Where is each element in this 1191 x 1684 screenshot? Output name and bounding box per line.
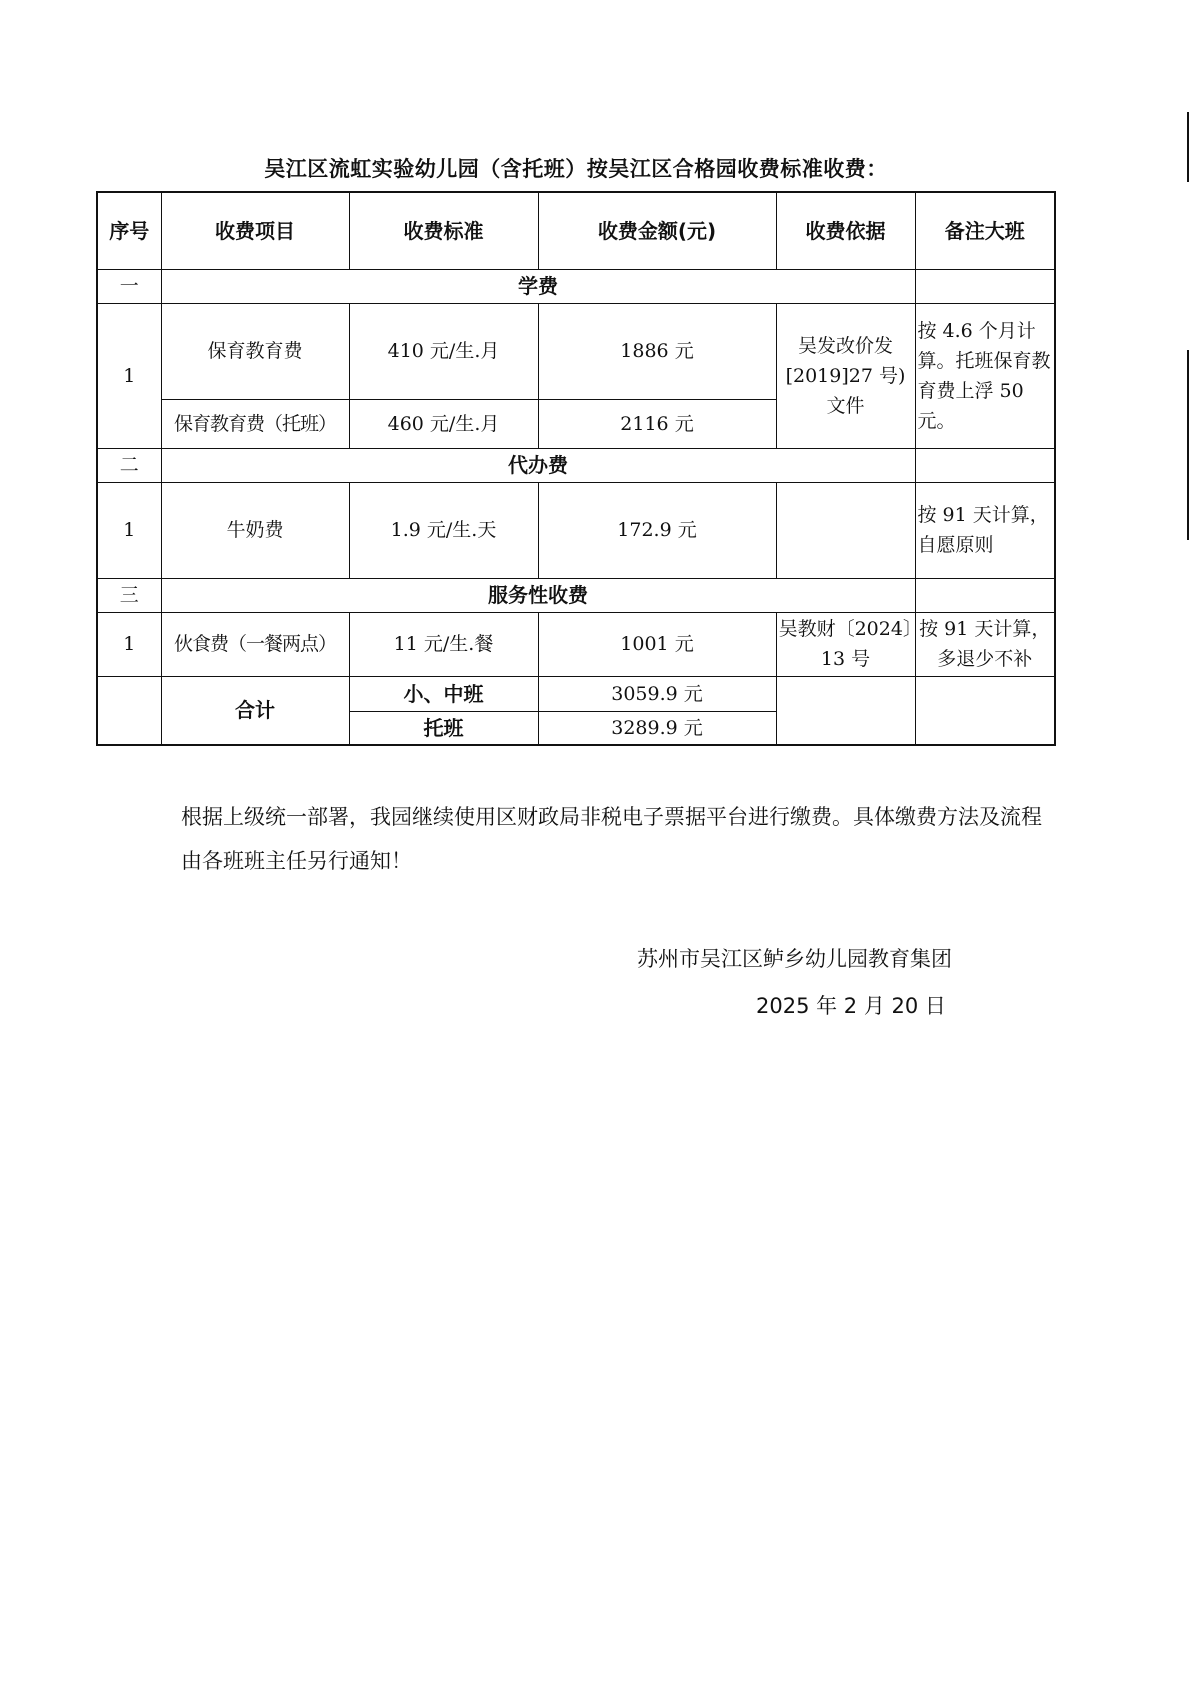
signature-org: 苏州市吴江区鲈乡幼儿园教育集团 xyxy=(637,947,952,971)
row-item: 保育教育费 xyxy=(161,303,349,399)
header-cell-item: 收费项目 xyxy=(161,192,349,269)
row-basis: 吴教财〔2024〕13 号 xyxy=(776,612,915,676)
header-cell-no: 序号 xyxy=(97,192,161,269)
row-item: 伙食费（一餐两点） xyxy=(161,612,349,676)
header-cell-amount: 收费金额(元) xyxy=(538,192,776,269)
section-no: 三 xyxy=(97,578,161,612)
payment-notice: 根据上级统一部署，我园继续使用区财政局非税电子票据平台进行缴费。具体缴费方法及流程由各班班主任另行通知！ xyxy=(181,805,1042,873)
row-standard: 460 元/生.月 xyxy=(349,399,538,448)
section-row-agency xyxy=(97,448,1055,482)
row-standard: 11 元/生.餐 xyxy=(349,612,538,676)
total-amount: 3289.9 元 xyxy=(538,711,776,745)
signature-date: 2025 年 2 月 20 日 xyxy=(756,994,946,1018)
section-row-tuition xyxy=(97,269,1055,303)
header-row xyxy=(97,192,1055,269)
row-basis: 吴发改价发[2019]27 号)文件 xyxy=(776,303,915,448)
total-amount: 3059.9 元 xyxy=(538,676,776,711)
total-label: 合计 xyxy=(161,676,349,745)
row-note: 按 91 天计算，自愿原则 xyxy=(915,482,1055,578)
section-no: 一 xyxy=(97,269,161,303)
header-cell-basis: 收费依据 xyxy=(776,192,915,269)
margin-mark-top xyxy=(1187,112,1189,182)
row-standard: 410 元/生.月 xyxy=(349,303,538,399)
table-row xyxy=(97,482,1055,578)
row-note: 按 4.6 个月计算。托班保育教育费上浮 50 元。 xyxy=(915,303,1055,448)
margin-mark-middle xyxy=(1187,350,1189,540)
total-empty-no xyxy=(97,676,161,745)
header-cell-standard: 收费标准 xyxy=(349,192,538,269)
section-title: 服务性收费 xyxy=(161,578,915,612)
total-row xyxy=(97,676,1055,711)
row-note: 按 91 天计算，多退少不补 xyxy=(915,612,1055,676)
page-title: 吴江区流虹实验幼儿园（含托班）按吴江区合格园收费标准收费： xyxy=(264,157,888,181)
row-item: 牛奶费 xyxy=(161,482,349,578)
row-no: 1 xyxy=(97,612,161,676)
row-amount: 1001 元 xyxy=(538,612,776,676)
row-amount: 172.9 元 xyxy=(538,482,776,578)
row-item: 保育教育费（托班） xyxy=(161,399,349,448)
total-empty-basis xyxy=(776,676,915,745)
row-no: 1 xyxy=(97,482,161,578)
section-empty xyxy=(915,578,1055,612)
section-title: 代办费 xyxy=(161,448,915,482)
row-basis xyxy=(776,482,915,578)
total-class: 小、中班 xyxy=(349,676,538,711)
table-row xyxy=(97,612,1055,676)
fee-table xyxy=(96,191,1056,746)
section-empty xyxy=(915,448,1055,482)
row-standard: 1.9 元/生.天 xyxy=(349,482,538,578)
total-class: 托班 xyxy=(349,711,538,745)
section-title: 学费 xyxy=(161,269,915,303)
section-empty xyxy=(915,269,1055,303)
total-empty-note xyxy=(915,676,1055,745)
section-row-service xyxy=(97,578,1055,612)
row-no: 1 xyxy=(97,303,161,448)
table-row xyxy=(97,303,1055,399)
row-amount: 1886 元 xyxy=(538,303,776,399)
section-no: 二 xyxy=(97,448,161,482)
header-cell-note: 备注大班 xyxy=(915,192,1055,269)
row-amount: 2116 元 xyxy=(538,399,776,448)
